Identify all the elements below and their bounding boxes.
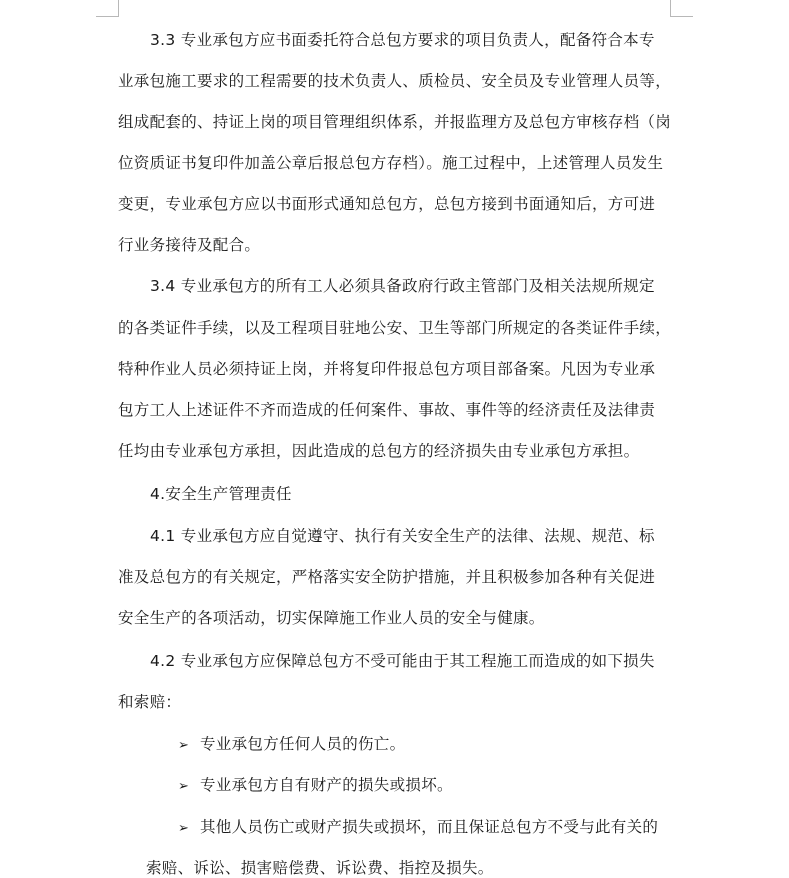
bullet-item-3 — [178, 817, 658, 839]
paragraph-3-3-line-1: 3.3 专业承包方应书面委托符合总包方要求的项目负责人，配备符合本专 — [150, 31, 655, 49]
bullet-item-3-continuation: 索赔、诉讼、损害赔偿费、诉讼费、指控及损失。 — [146, 859, 494, 877]
section-heading-4: 4.安全生产管理责任 — [150, 485, 292, 503]
paragraph-3-3-line-3: 组成配套的、持证上岗的项目管理组织体系，并报监理方及总包方审核存档（岗 — [118, 113, 672, 131]
paragraph-3-3-line-6: 行业务接待及配合。 — [118, 236, 261, 254]
bullet-item-2-text: 专业承包方自有财产的损失或损坏。 — [200, 776, 453, 794]
paragraph-3-4-line-2: 的各类证件手续，以及工程项目驻地公安、卫生等部门所规定的各类证件手续， — [118, 319, 672, 337]
bullet-item-2 — [178, 775, 453, 797]
paragraph-4-2-line-2: 和索赔： — [118, 693, 182, 711]
paragraph-4-1-line-1: 4.1 专业承包方应自觉遵守、执行有关安全生产的法律、法规、规范、标 — [150, 527, 655, 545]
bullet-item-3-text: 其他人员伤亡或财产损失或损坏，而且保证总包方不受与此有关的 — [200, 818, 659, 836]
paragraph-3-4-line-5: 任均由专业承包方承担，因此造成的总包方的经济损失由专业承包方承担。 — [118, 442, 640, 460]
paragraph-3-4-line-1: 3.4 专业承包方的所有工人必须具备政府行政主管部门及相关法规所规定 — [150, 277, 655, 295]
page-corner-mark-right — [670, 0, 693, 17]
paragraph-4-1-line-3: 安全生产的各项活动，切实保障施工作业人员的安全与健康。 — [118, 609, 545, 627]
paragraph-3-4-line-4: 包方工人上述证件不齐而造成的任何案件、事故、事件等的经济责任及法律责 — [118, 401, 656, 419]
paragraph-3-3-line-4: 位资质证书复印件加盖公章后报总包方存档）。施工过程中，上述管理人员发生 — [118, 154, 664, 172]
paragraph-4-1-line-2: 准及总包方的有关规定，严格落实安全防护措施，并且积极参加各种有关促进 — [118, 568, 656, 586]
paragraph-3-3-line-2: 业承包施工要求的工程需要的技术负责人、质检员、安全员及专业管理人员等， — [118, 72, 672, 90]
bullet-item-1-text: 专业承包方任何人员的伤亡。 — [200, 735, 406, 753]
arrow-bullet-icon: ➢ — [178, 821, 190, 836]
paragraph-3-3-line-5: 变更，专业承包方应以书面形式通知总包方，总包方接到书面通知后，方可进 — [118, 195, 656, 213]
page-corner-mark-left — [96, 0, 119, 17]
paragraph-3-4-line-3: 特种作业人员必须持证上岗，并将复印件报总包方项目部备案。凡因为专业承 — [118, 360, 656, 378]
bullet-item-1 — [178, 734, 405, 756]
paragraph-4-2-line-1: 4.2 专业承包方应保障总包方不受可能由于其工程施工而造成的如下损失 — [150, 652, 655, 670]
arrow-bullet-icon: ➢ — [178, 779, 190, 794]
arrow-bullet-icon: ➢ — [178, 738, 190, 753]
